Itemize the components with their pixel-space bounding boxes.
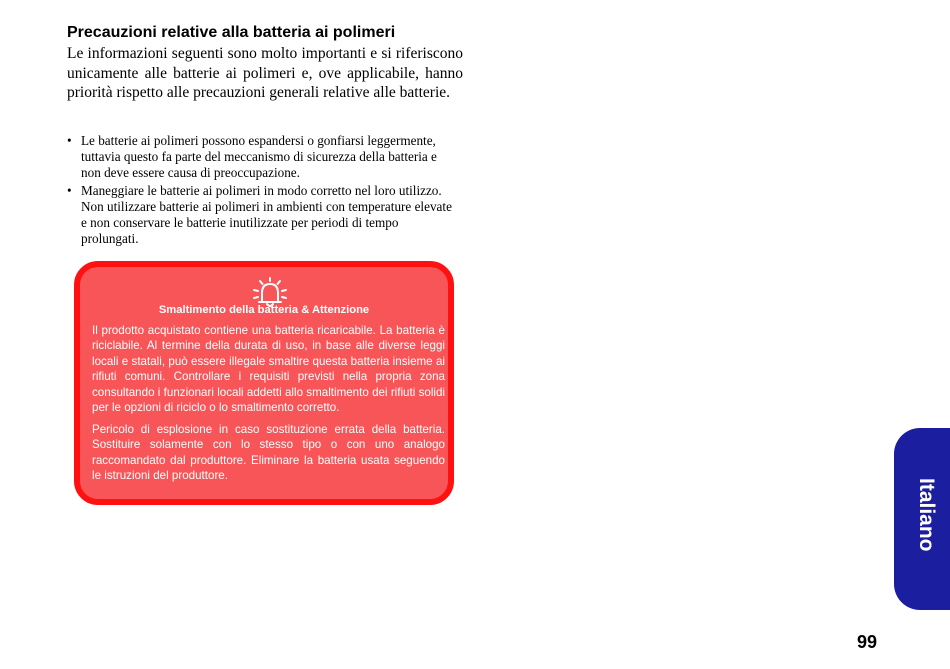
section-heading: Precauzioni relative alla batteria ai polimeri (67, 24, 396, 41)
warning-paragraph: Pericolo di esplosione in caso sostituzione errata della batteria. Sostituire solamente con lo stesso tipo o con uno analogo raccomandato dal produttore. Eliminare la batteria usata seguendo le istruzioni del produttore. (92, 423, 445, 483)
list-item (67, 133, 459, 182)
intro-paragraph: Le informazioni seguenti sono molto importanti e si riferiscono unicamente alle batterie ai polimeri e, ove applicabile, hanno priorità rispetto alle precauzioni generali relative alle batterie. (67, 45, 463, 101)
bullet-text: Maneggiare le batterie ai polimeri in modo corretto nel loro utilizzo. Non utilizzare batterie ai polimeri in ambienti con temperature elevate e non conservare le batterie inutilizzate per periodi di tempo prolungati. (81, 182, 452, 247)
language-tab-label: Italiano (915, 478, 938, 552)
warning-paragraph: Il prodotto acquistato contiene una batteria ricaricabile. La batteria è riciclabile. Al termine della durata di uso, in base alle diverse leggi locali e statali, può essere illegale smaltire questa batteria insieme ai rifiuti comuni. Controllare i requisiti previsti nella propria zona consultando i funzionari locali addetti allo smaltimento dei rifiuti solidi per le opzioni di riciclo o lo smaltimento corretto. (92, 324, 445, 415)
language-tab (894, 428, 950, 610)
warning-title: Smaltimento della batteria & Attenzione (158, 304, 370, 316)
page-number: 99 (857, 632, 878, 652)
bullet-text: Le batterie ai polimeri possono espandersi o gonfiarsi leggermente, tuttavia questo fa parte del meccanismo di sicurezza della batteria e non deve essere causa di preoccupazione. (81, 133, 437, 181)
battery-warning-box (74, 261, 454, 505)
bullet-marker: • (67, 133, 72, 148)
precautions-list (67, 133, 459, 248)
list-item (67, 183, 459, 248)
bullet-marker: • (67, 182, 72, 198)
